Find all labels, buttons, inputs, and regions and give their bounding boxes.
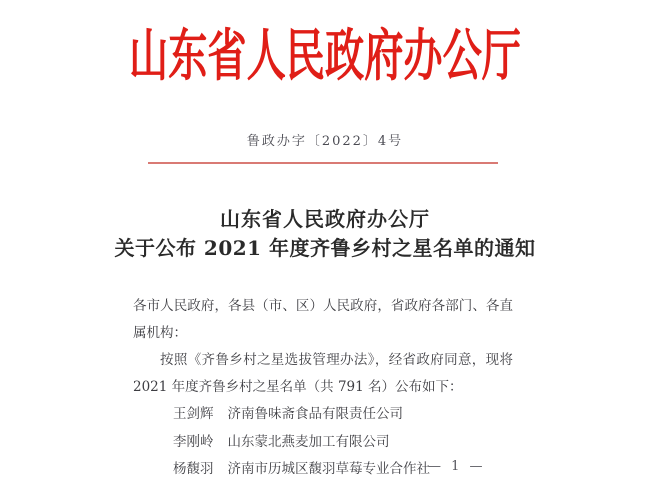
letterhead-title-text: 山东省人民政府办公厅 (129, 23, 521, 89)
intro-paragraph: 按照《齐鲁乡村之星选拔管理办法》，经省政府同意，现将 2021 年度齐鲁乡村之星名单（共 791 名）公布如下： (133, 352, 513, 395)
star-organization: 济南鲁味斋食品有限责任公司 (227, 406, 403, 422)
salutation-paragraph: 各市人民政府，各县（市、区）人民政府，省政府各部门、各直属机构： (133, 298, 513, 341)
star-name: 杨馥羽 (173, 461, 214, 477)
star-list-row (133, 429, 513, 457)
page-number: — 1 — (428, 459, 486, 474)
letterhead-title (0, 23, 650, 89)
star-name: 李刚岭 (173, 433, 214, 450)
star-organization: 山东蒙北燕麦加工有限公司 (227, 433, 390, 450)
notice-title (0, 205, 650, 263)
star-list-row (133, 401, 513, 429)
notice-title-line2: 关于公布 2021 年度齐鲁乡村之星名单的通知 (114, 236, 536, 260)
document-reference-number: 鲁政办字〔2022〕4号 (246, 134, 404, 149)
red-divider-line (148, 162, 498, 164)
star-organization: 济南市历城区馥羽草莓专业合作社 (227, 461, 430, 477)
notice-title-line1: 山东省人民政府办公厅 (220, 207, 430, 231)
star-name: 王剑辉 (173, 406, 214, 422)
document-body (133, 293, 513, 484)
